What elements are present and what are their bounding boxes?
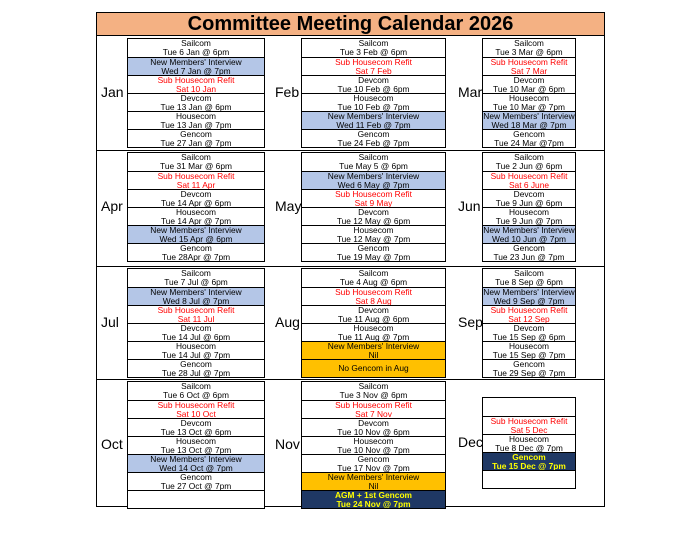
month-label: Jun <box>458 198 481 214</box>
meeting-date: Tue 28 Jul @ 7pm <box>161 367 231 377</box>
meeting-name: Devcom <box>513 189 545 199</box>
meeting-name: Gencom <box>180 129 212 139</box>
meeting-date: Wed 9 Sep @ 7pm <box>493 295 565 305</box>
month-block-jan <box>97 36 271 150</box>
meeting-date: Tue 10 Feb @ 7pm <box>337 101 410 111</box>
meeting-date: Tue 3 Mar @ 6pm <box>495 46 563 57</box>
meeting-cell <box>483 75 575 93</box>
meeting-cell <box>483 57 575 75</box>
meeting-date: Tue 17 Nov @ 7pm <box>337 462 410 472</box>
meeting-name: New Members' Interview <box>150 225 242 235</box>
meeting-date: Wed 14 Oct @ 7pm <box>159 462 233 472</box>
meeting-date: Tue 27 Jan @ 7pm <box>160 137 232 147</box>
meeting-cell <box>483 323 575 341</box>
month-block-may <box>271 150 452 266</box>
meeting-name: Gencom <box>357 454 390 464</box>
meeting-cell <box>302 153 445 171</box>
meeting-name: New Members' Interview <box>150 57 242 67</box>
meeting-date: Wed 10 Jun @ 7pm <box>492 233 566 243</box>
month-block-oct <box>97 379 271 506</box>
meeting-name: Devcom <box>513 323 545 333</box>
meeting-date: Wed 7 Jan @ 7pm <box>161 65 231 75</box>
meeting-date: Tue 28Apr @ 7pm <box>161 251 231 261</box>
meeting-cell <box>128 171 264 189</box>
meeting-name: Sailcom <box>181 153 211 162</box>
meeting-date: Wed 6 May @ 7pm <box>337 179 410 189</box>
meeting-name: Gencom <box>513 129 545 139</box>
meeting-cell <box>483 39 575 57</box>
meeting-cell <box>128 129 264 147</box>
meeting-cell <box>128 93 264 111</box>
meeting-name: Sailcom <box>181 269 211 278</box>
meeting-name: Sailcom <box>358 382 389 391</box>
meeting-name: Housecom <box>175 111 217 121</box>
meeting-date: Sat 9 May <box>354 197 393 207</box>
meeting-cell <box>302 454 445 472</box>
meeting-date: Sat 7 Mar <box>510 65 548 75</box>
meeting-name: Housecom <box>508 93 550 103</box>
meeting-name: Sub Housecom Refit <box>157 75 235 85</box>
meeting-name: New Members' Interview <box>327 472 420 482</box>
meeting-cell <box>128 400 264 418</box>
meeting-date: Wed 15 Apr @ 6pm <box>159 233 233 243</box>
meeting-cell <box>483 153 575 171</box>
meeting-name: Sailcom <box>514 39 544 48</box>
meeting-date: Tue 24 Mar @7pm <box>494 137 564 147</box>
meeting-cell <box>302 39 445 57</box>
meeting-date: Wed 18 Mar @ 7pm <box>491 119 567 129</box>
meeting-name: AGM + 1st Gencom <box>334 490 413 500</box>
meeting-cell <box>483 129 575 147</box>
meeting-cell <box>128 189 264 207</box>
meeting-date: Tue 13 Jan @ 6pm <box>160 101 232 111</box>
meeting-cell <box>483 189 575 207</box>
month-schedule <box>482 397 576 489</box>
meeting-date: Tue 10 Nov @ 7pm <box>337 444 410 454</box>
meeting-date: Sat 7 Feb <box>355 65 392 75</box>
meeting-date: Tue 15 Sep @ 7pm <box>492 349 566 359</box>
meeting-date: Sat 8 Aug <box>355 295 392 305</box>
meeting-date: Tue 8 Sep @ 6pm <box>495 276 563 287</box>
meeting-date: Tue 2 Jun @ 6pm <box>495 160 563 171</box>
meeting-name: Sailcom <box>358 153 389 162</box>
meeting-name: Housecom <box>353 225 394 235</box>
meeting-date: Tue 11 Aug @ 7pm <box>337 331 410 341</box>
meeting-date: Tue 15 Sep @ 6pm <box>492 331 566 341</box>
meeting-date: Tue 24 Feb @ 7pm <box>337 137 410 147</box>
meeting-date: Wed 8 Jul @ 7pm <box>162 295 230 305</box>
meeting-date: Sat 10 Jan <box>175 83 217 93</box>
meeting-name: Housecom <box>508 207 550 217</box>
month-schedule <box>482 152 576 262</box>
month-label: Jan <box>101 84 124 100</box>
meeting-name: Gencom <box>512 452 546 462</box>
month-label: Jul <box>101 314 119 330</box>
meeting-name: Gencom <box>180 359 212 369</box>
meeting-cell <box>128 287 264 305</box>
meeting-cell <box>128 454 264 472</box>
month-schedule <box>482 38 576 148</box>
meeting-cell <box>128 305 264 323</box>
meeting-date: Tue 8 Dec @ 7pm <box>495 442 563 452</box>
meeting-date: Wed 11 Feb @ 7pm <box>336 119 411 129</box>
meeting-date: Tue 29 Sep @ 7pm <box>492 367 566 377</box>
meeting-cell <box>302 436 445 454</box>
meeting-date: Tue 31 Mar @ 6pm <box>160 160 232 171</box>
meeting-cell <box>302 93 445 111</box>
meeting-date: Tue 3 Feb @ 6pm <box>339 46 408 57</box>
month-schedule <box>301 38 446 148</box>
meeting-date: Tue 15 Dec @ 7pm <box>492 460 566 470</box>
meeting-name: New Members' Interview <box>327 111 420 121</box>
meeting-date: Tue 14 Jul @ 7pm <box>161 349 231 359</box>
meeting-name: New Members' Interview <box>483 287 575 297</box>
meeting-name: New Members' Interview <box>483 111 575 121</box>
month-block-jun <box>452 150 604 266</box>
month-block-nov <box>271 379 452 506</box>
month-label: Nov <box>275 436 300 452</box>
meeting-name: Devcom <box>180 418 212 428</box>
meeting-date: Tue 10 Mar @ 6pm <box>493 83 565 93</box>
meeting-cell <box>302 243 445 261</box>
meeting-date: Sat 7 Nov <box>355 408 392 418</box>
meeting-name: Gencom <box>180 472 212 482</box>
meeting-cell <box>302 75 445 93</box>
meeting-name: Sub Housecom Refit <box>490 416 568 426</box>
month-schedule <box>301 268 446 378</box>
meeting-name: New Members' Interview <box>150 287 242 297</box>
meeting-name: Devcom <box>180 93 212 103</box>
meeting-cell <box>128 111 264 129</box>
meeting-cell <box>128 359 264 377</box>
meeting-date: Tue 14 Jul @ 6pm <box>161 331 231 341</box>
month-schedule <box>127 152 265 262</box>
meeting-cell <box>302 111 445 129</box>
meeting-name: Sailcom <box>181 382 211 391</box>
meeting-date: Tue 6 Oct @ 6pm <box>163 389 229 400</box>
meeting-date: Tue 23 Jun @ 7pm <box>493 251 565 261</box>
meeting-date: Tue 10 Nov @ 6pm <box>337 426 410 436</box>
meeting-date: Tue 10 Mar @ 7pm <box>493 101 565 111</box>
meeting-name: Housecom <box>353 93 394 103</box>
meeting-name: Sub Housecom Refit <box>157 171 235 181</box>
meeting-cell <box>128 490 264 508</box>
meeting-cell <box>302 269 445 287</box>
meeting-name: New Members' Interview <box>483 225 575 235</box>
meeting-name: Gencom <box>357 129 390 139</box>
meeting-cell <box>483 470 575 488</box>
meeting-cell <box>128 225 264 243</box>
month-label: Apr <box>101 198 123 214</box>
meeting-cell <box>302 225 445 243</box>
meeting-cell <box>302 129 445 147</box>
meeting-name: New Members' Interview <box>150 454 242 464</box>
meeting-name: No Gencom in Aug <box>338 363 409 373</box>
meeting-cell <box>483 359 575 377</box>
meeting-cell <box>483 416 575 434</box>
meeting-date: Tue 24 Nov @ 7pm <box>336 498 411 508</box>
meeting-date: Sat 12 Sep <box>508 313 550 323</box>
meeting-cell <box>302 57 445 75</box>
meeting-cell <box>483 93 575 111</box>
meeting-name: Sailcom <box>358 269 389 278</box>
meeting-cell <box>128 418 264 436</box>
meeting-name: Housecom <box>175 207 217 217</box>
meeting-name: New Members' Interview <box>327 341 420 351</box>
meeting-date: Nil <box>368 480 379 490</box>
meeting-name: Sub Housecom Refit <box>335 189 412 199</box>
meeting-name: Gencom <box>180 243 212 253</box>
meeting-name: Sailcom <box>358 39 389 48</box>
meeting-date: Tue 3 Nov @ 6pm <box>339 389 408 400</box>
meeting-cell <box>483 287 575 305</box>
meeting-date: Tue 13 Oct @ 7pm <box>160 444 232 454</box>
meeting-name: Gencom <box>357 243 390 253</box>
meeting-cell <box>128 153 264 171</box>
meeting-cell <box>483 171 575 189</box>
meeting-name: Housecom <box>353 436 394 446</box>
meeting-date: Sat 6 June <box>508 179 550 189</box>
meeting-date: Nil <box>368 349 379 359</box>
meeting-cell <box>128 436 264 454</box>
month-label: Dec <box>458 434 483 450</box>
meeting-date: Sat 10 Oct <box>176 408 216 418</box>
meeting-date: Sat 11 Jul <box>177 313 215 323</box>
meeting-date: Tue 12 May @ 7pm <box>336 233 411 243</box>
month-schedule <box>301 152 446 262</box>
meeting-date: Tue 9 Jun @ 6pm <box>495 197 563 207</box>
meeting-cell <box>128 382 264 400</box>
meeting-date: Tue 11 Aug @ 6pm <box>337 313 410 323</box>
meeting-cell <box>302 472 445 490</box>
meeting-date: Tue 12 May @ 6pm <box>336 215 411 225</box>
meeting-cell <box>483 225 575 243</box>
meeting-name: Housecom <box>508 434 550 444</box>
meeting-date: Tue May 5 @ 6pm <box>339 160 408 171</box>
meeting-name: Sub Housecom Refit <box>490 305 568 315</box>
meeting-date: Tue 7 Jul @ 6pm <box>164 276 228 287</box>
month-schedule <box>127 38 265 148</box>
meeting-date: Sat 5 Dec <box>510 424 548 434</box>
month-block-sep <box>452 266 604 379</box>
month-schedule <box>127 268 265 378</box>
meeting-cell <box>302 382 445 400</box>
month-label: Mar <box>458 84 483 100</box>
month-schedule <box>301 381 446 509</box>
meeting-cell <box>302 323 445 341</box>
meeting-cell <box>128 207 264 225</box>
meeting-date: Tue 14 Apr @ 7pm <box>160 215 232 225</box>
meeting-name: Devcom <box>180 323 212 333</box>
meeting-cell <box>128 269 264 287</box>
month-schedule <box>482 268 576 378</box>
meeting-name: Sub Housecom Refit <box>157 400 235 410</box>
meeting-cell <box>128 323 264 341</box>
meeting-name: Sailcom <box>181 39 211 48</box>
meeting-cell <box>302 189 445 207</box>
meeting-name: Sub Housecom Refit <box>490 57 568 67</box>
meeting-cell <box>128 75 264 93</box>
meeting-name: Housecom <box>175 436 217 446</box>
calendar-title: Committee Meeting Calendar 2026 <box>96 12 605 36</box>
meeting-date: Sat 11 Apr <box>176 179 216 189</box>
meeting-cell <box>483 207 575 225</box>
meeting-cell <box>483 398 575 416</box>
meeting-cell <box>483 341 575 359</box>
meeting-name: Housecom <box>508 341 550 351</box>
meeting-name: Sub Housecom Refit <box>335 287 412 297</box>
month-label: Aug <box>275 314 300 330</box>
meeting-cell <box>302 207 445 225</box>
meeting-cell <box>483 243 575 261</box>
meeting-cell <box>128 341 264 359</box>
meeting-cell <box>302 171 445 189</box>
meeting-cell <box>302 341 445 359</box>
calendar-grid <box>96 36 605 507</box>
meeting-cell <box>128 243 264 261</box>
meeting-name: Devcom <box>358 75 389 85</box>
meeting-name: Devcom <box>358 207 389 217</box>
meeting-cell <box>128 472 264 490</box>
meeting-name: Devcom <box>358 418 389 428</box>
meeting-name: Sub Housecom Refit <box>335 57 412 67</box>
month-block-feb <box>271 36 452 150</box>
meeting-name: Housecom <box>175 341 217 351</box>
month-label: May <box>275 198 302 214</box>
meeting-cell <box>302 400 445 418</box>
month-label: Feb <box>275 84 300 100</box>
meeting-cell <box>483 434 575 452</box>
meeting-date: Tue 10 Feb @ 6pm <box>337 83 410 93</box>
meeting-date: Tue 13 Jan @ 7pm <box>160 119 232 129</box>
meeting-cell <box>483 111 575 129</box>
meeting-date: Tue 4 Aug @ 6pm <box>339 276 408 287</box>
meeting-name: Sub Housecom Refit <box>157 305 235 315</box>
month-block-jul <box>97 266 271 379</box>
month-label: Sep <box>458 314 483 330</box>
meeting-cell <box>302 287 445 305</box>
meeting-name: Devcom <box>513 75 545 85</box>
meeting-cell <box>128 57 264 75</box>
meeting-name: Gencom <box>513 359 545 369</box>
meeting-cell <box>483 452 575 470</box>
meeting-cell <box>483 269 575 287</box>
meeting-name: Housecom <box>353 323 394 333</box>
meeting-cell <box>302 305 445 323</box>
meeting-cell <box>302 359 445 377</box>
month-block-mar <box>452 36 604 150</box>
month-block-apr <box>97 150 271 266</box>
meeting-name: New Members' Interview <box>327 171 420 181</box>
meeting-date: Tue 13 Oct @ 6pm <box>160 426 232 436</box>
meeting-date: Tue 14 Apr @ 6pm <box>160 197 232 207</box>
meeting-date: Tue 19 May @ 7pm <box>336 251 411 261</box>
meeting-cell <box>302 418 445 436</box>
month-block-dec <box>452 379 604 506</box>
meeting-cell <box>302 490 445 508</box>
meeting-name: Sailcom <box>514 153 544 162</box>
meeting-cell <box>128 39 264 57</box>
meeting-name: Sub Housecom Refit <box>335 400 412 410</box>
meeting-cell <box>483 305 575 323</box>
meeting-name: Sub Housecom Refit <box>490 171 568 181</box>
meeting-name: Devcom <box>180 189 212 199</box>
month-schedule <box>127 381 265 509</box>
month-block-aug <box>271 266 452 379</box>
meeting-date: Tue 9 Jun @ 7pm <box>495 215 563 225</box>
meeting-name: Devcom <box>358 305 389 315</box>
month-label: Oct <box>101 436 123 452</box>
meeting-date: Tue 27 Oct @ 7pm <box>160 480 232 490</box>
meeting-name: Sailcom <box>514 269 544 278</box>
meeting-date: Tue 6 Jan @ 6pm <box>162 46 230 57</box>
meeting-name: Gencom <box>513 243 545 253</box>
